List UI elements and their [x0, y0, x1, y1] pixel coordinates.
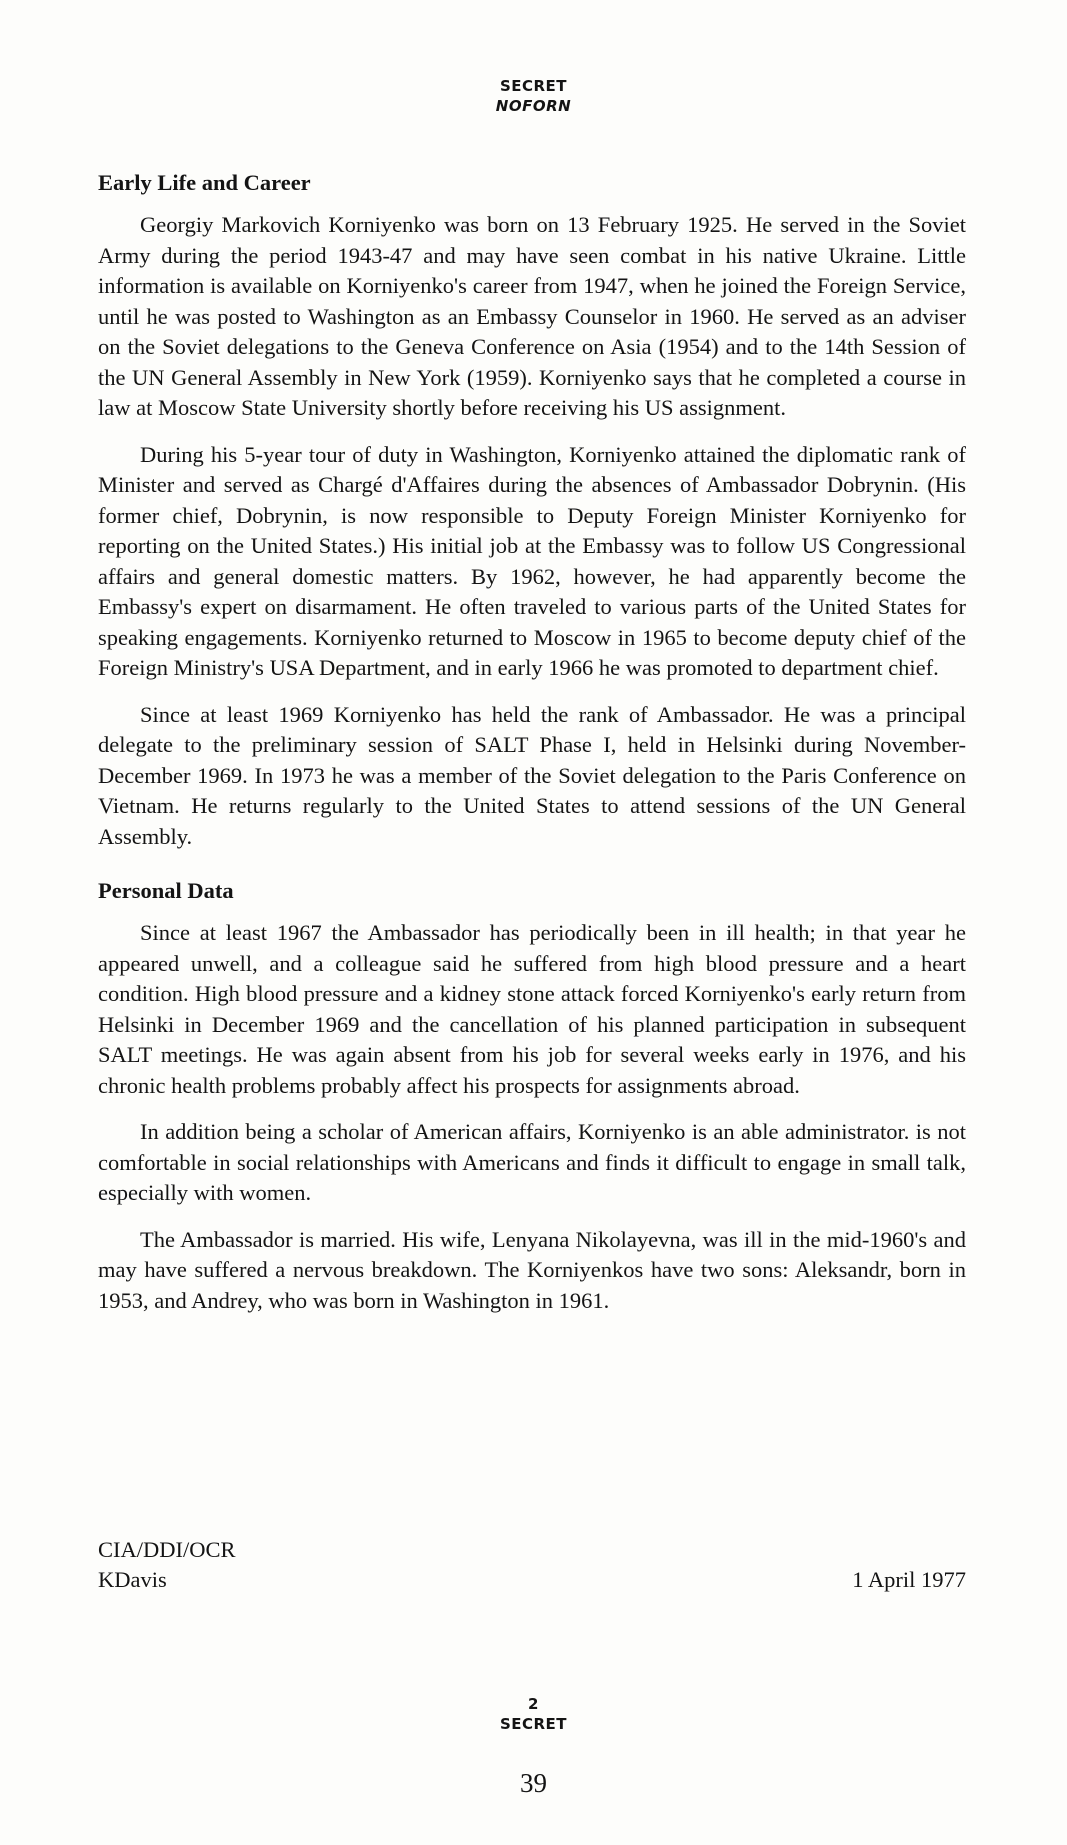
- page-header: [0, 76, 1067, 116]
- signature-block: [98, 1535, 966, 1595]
- paragraph: During his 5-year tour of duty in Washington, Korniyenko attained the diplomatic rank of Minister and served as Chargé d'Affaires during the absences of Ambassador Dobrynin. (His former chief, Dobrynin, is now responsible to Deputy Foreign Minister Korniyenko for reporting on the United States.) His initial job at the Embassy was to follow US Congressional affairs and general domestic matters. By 1962, however, he had apparently become the Embassy's expert on disarmament. He often traveled to various parts of the United States for speaking engagements. Korniyenko returned to Moscow in 1965 to become deputy chief of the Foreign Ministry's USA Department, and in early 1966 he was promoted to department chief.: [98, 441, 966, 680]
- page-number: 39: [520, 1768, 547, 1798]
- handling-caveat: NOFORN: [495, 97, 572, 115]
- classification-marking-bottom: SECRET: [499, 1715, 568, 1733]
- originating-office: CIA/DDI/OCR: [98, 1537, 236, 1562]
- author-name: KDavis: [98, 1567, 167, 1592]
- document-body: [98, 168, 966, 1332]
- paragraph: The Ambassador is married. His wife, Lenyana Nikolayevna, was ill in the mid-1960's and may have suffered a nervous breakdown. The Korniyenkos have two sons: Aleksandr, born in 1953, and Andrey, who was born in Washington in 1961.: [98, 1226, 966, 1313]
- paragraph: Since at least 1969 Korniyenko has held the rank of Ambassador. He was a principal delegate to the preliminary session of SALT Phase I, held in Helsinki during November-December 1969. In 1973 he was a member of the Soviet delegation to the Paris Conference on Vietnam. He returns regularly to the United States to attend sessions of the UN General Assembly.: [98, 701, 966, 849]
- section-heading-personal-data: Personal Data: [98, 878, 234, 903]
- paragraph: In addition being a scholar of American affairs, Korniyenko is an able administrator. is not comfortable in social relationships with Americans and finds it difficult to engage in small talk, especially with women.: [98, 1119, 966, 1205]
- signature-row: [98, 1565, 966, 1595]
- footer-page-label: 2: [528, 1695, 539, 1713]
- classification-marking-top: SECRET: [499, 77, 568, 95]
- document-date: 1 April 1977: [852, 1567, 966, 1592]
- section-heading-early-life: Early Life and Career: [98, 170, 311, 195]
- page-footer: [0, 1694, 1067, 1734]
- paragraph: Georgiy Markovich Korniyenko was born on 13 February 1925. He served in the Soviet Army during the period 1943-47 and may have seen combat in his native Ukraine. Little information is available on Korniyenko's career from 1947, when he joined the Foreign Service, until he was posted to Washington as an Embassy Counselor in 1960. He served as an adviser on the Soviet delegations to the Geneva Conference on Asia (1954) and to the 14th Session of the UN General Assembly in New York (1959). Korniyenko says that he completed a course in law at Moscow State University shortly before receiving his US assignment.: [98, 212, 966, 420]
- paragraph: Since at least 1967 the Ambassador has periodically been in ill health; in that year he appeared unwell, and a colleague said he suffered from high blood pressure and a heart condition. High blood pressure and a kidney stone attack forced Korniyenko's early return from Helsinki in December 1969 and the cancellation of his planned participation in subsequent SALT meetings. He was again absent from his job for several weeks early in 1976, and his chronic health problems probably affect his prospects for assignments abroad.: [98, 920, 966, 1098]
